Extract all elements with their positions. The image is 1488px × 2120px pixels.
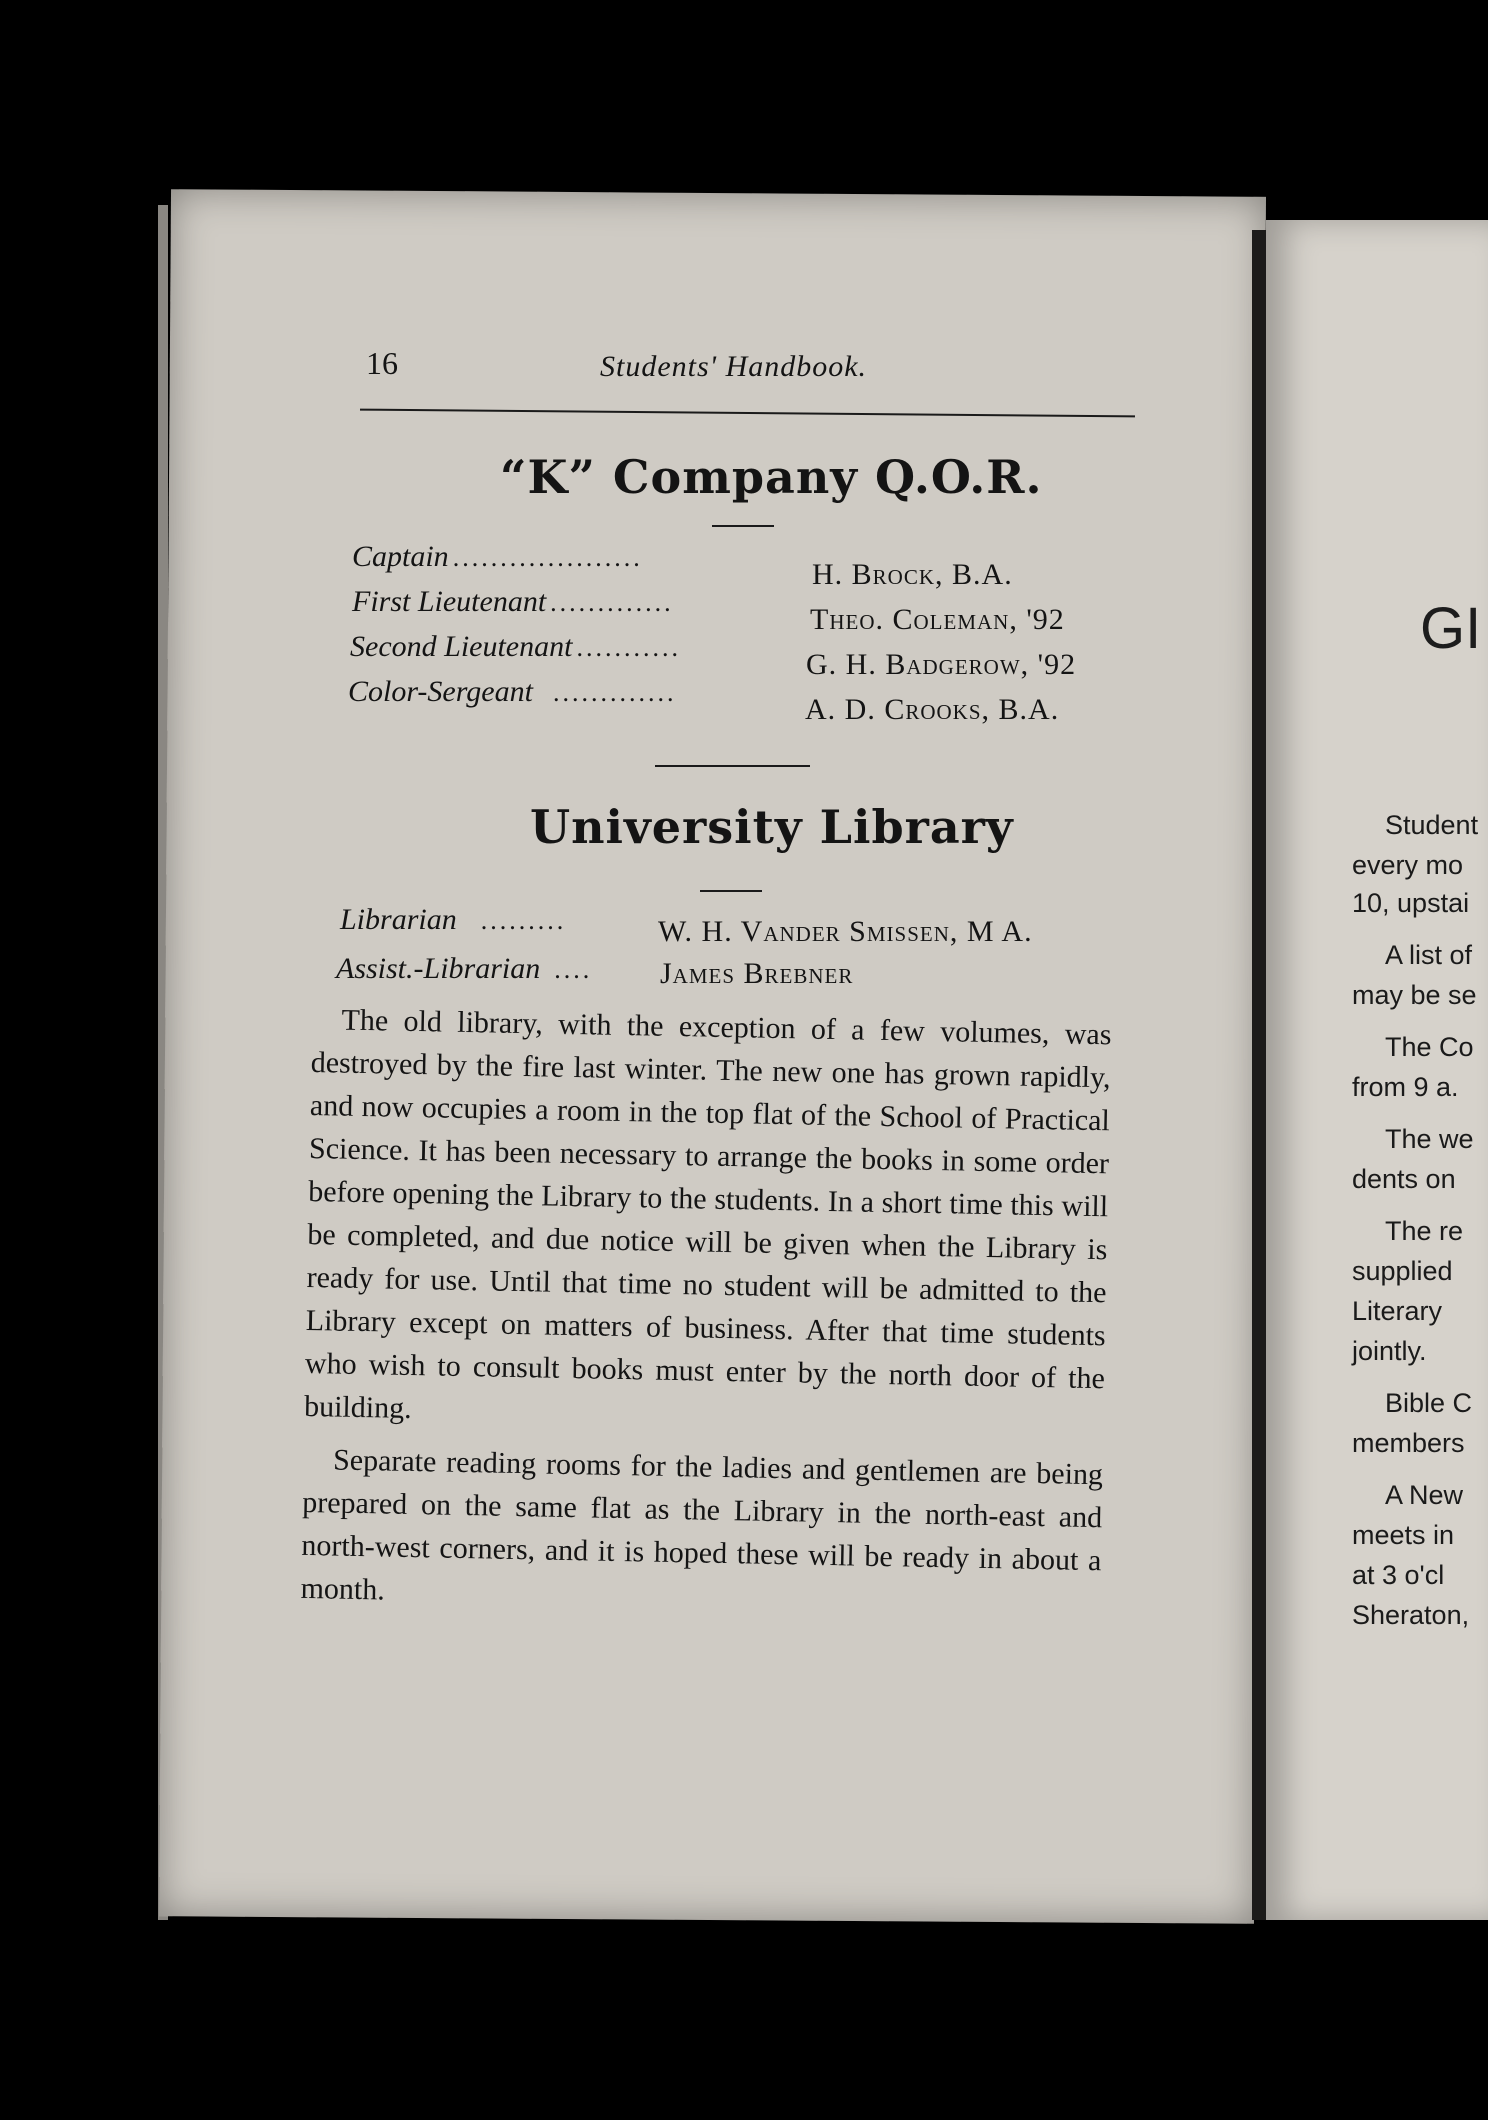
officer-row [336,952,592,986]
leader-dots: .................... [452,543,643,572]
right-page-heading: GI [1420,596,1482,661]
officer-row [352,585,674,619]
right-text-line: meets in [1352,1520,1455,1550]
leader-dots: ............. [552,678,677,707]
section-rule [712,525,774,527]
right-text-line: may be se [1352,980,1477,1010]
officer-role: Color-Sergeant [348,675,533,708]
officer-name: James Brebner [660,957,854,990]
right-text-line: A list of [1385,940,1473,970]
book-gutter [1252,230,1266,1920]
officer-name: Theo. Coleman, '92 [810,603,1065,636]
right-text-line: every mo [1352,850,1464,880]
officer-role: First Lieutenant [352,585,547,618]
officer-name: A. D. Crooks, B.A. [805,693,1060,726]
officer-role: Second Lieutenant [350,630,573,663]
library-heading: University Library [530,800,1014,854]
leader-dots: ............. [550,588,674,617]
officer-name: G. H. Badgerow, '92 [806,648,1077,681]
leader-dots: .... [554,955,593,984]
right-text-line: Literary [1352,1296,1443,1326]
officer-role: Captain [352,540,449,573]
officer-role: Librarian [340,903,457,936]
body-paragraph: Separate reading rooms for the ladies and gentlemen are being prepared on the same flat as the Library in the north-east and north-west corners, and it is hoped these will be ready in about a month. [300,1443,1104,1607]
officer-row [350,630,681,664]
right-text-line: The Co [1385,1032,1474,1062]
leader-dots: ........... [576,633,681,662]
right-text-line: The re [1385,1216,1464,1246]
right-text-line: A New [1385,1480,1464,1510]
officer-row [348,675,676,709]
section-divider [655,765,810,767]
officer-row [340,903,566,937]
officer-row [352,540,643,574]
right-text-line: The we [1385,1124,1474,1154]
company-heading: “K” Company Q.O.R. [500,450,1043,504]
right-text-line: from 9 a. [1352,1072,1459,1102]
officer-name: W. H. Vander Smissen, M A. [658,915,1033,948]
page-number: 16 [366,345,398,381]
right-text-line: Sheraton, [1352,1600,1470,1630]
right-text-line: supplied [1352,1256,1453,1286]
officer-name: H. Brock, B.A. [812,558,1013,591]
officer-role: Assist.-Librarian [336,952,541,985]
right-text-line: Bible C [1385,1388,1473,1418]
running-head: Students' Handbook. [600,350,868,383]
right-text-line: dents on [1352,1164,1456,1194]
right-text-line: members [1352,1428,1465,1458]
section-rule [700,890,762,892]
leader-dots: ......... [480,906,567,935]
right-text-line: Student [1385,810,1479,840]
library-body-text [300,998,1112,1625]
right-text-line: at 3 o'cl [1352,1560,1445,1590]
right-page-text [1266,220,1488,1920]
right-text-line: jointly. [1352,1336,1427,1366]
body-paragraph: The old library, with the exception of a few volumes, was destroyed by the fire last winter. The new one has grown rapidly, and now occupies a room in the top flat of the School of Practical Science. It has been necessary to arrange the books in some order before opening the Library to the students. In a short time this will be completed, and due notice will be given when the Library is ready for use. Until that time no student will be admitted to the Library except on matters of business. After that time students who wish to consult books must enter by the north door of the building. [303,1003,1112,1425]
right-text-line: 10, upstai [1352,888,1470,918]
